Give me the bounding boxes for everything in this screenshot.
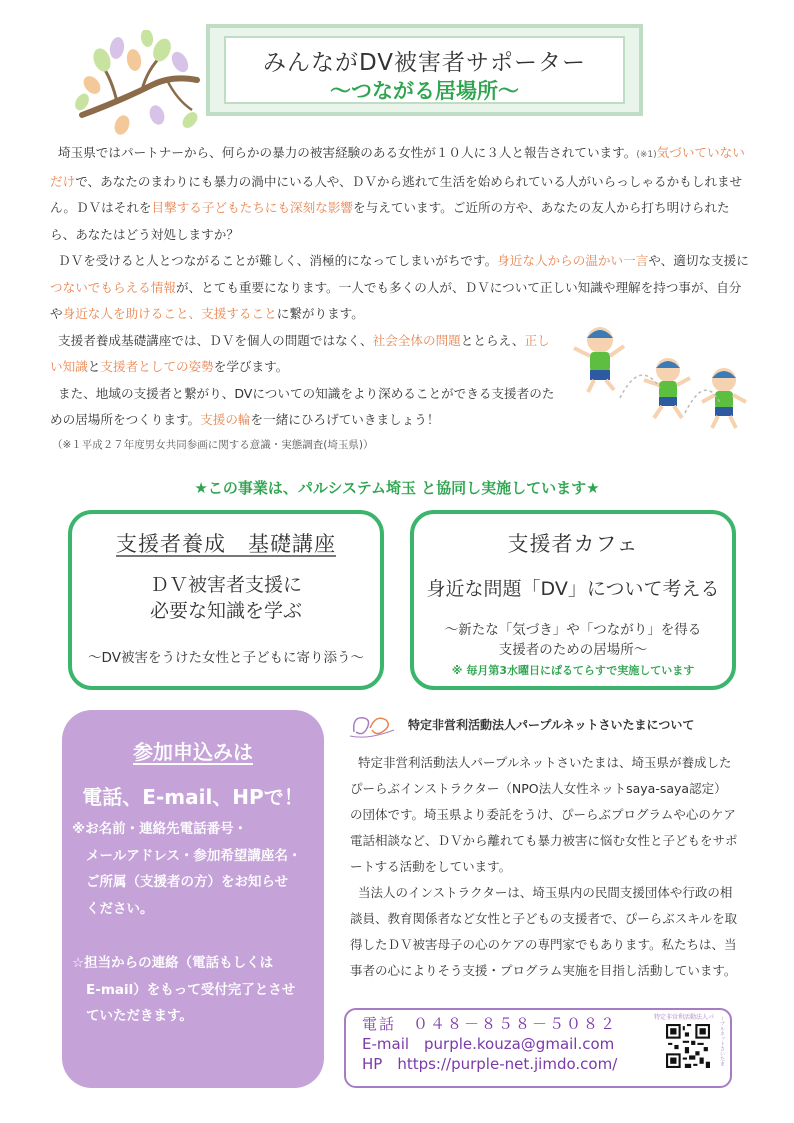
application-line: メールアドレス・参加希望講座名・ bbox=[86, 847, 302, 864]
highlight-text: 身近な人を助けること、支援すること bbox=[62, 306, 277, 321]
intro-paragraph-4 bbox=[50, 381, 555, 434]
tree-illustration bbox=[72, 30, 202, 140]
intro-text: ＤＶを受けると人とつながることが難しく、消極的になってしまいがちです。 bbox=[58, 253, 498, 268]
org-paragraph bbox=[350, 750, 738, 880]
qr-caption: 特定非営利活動法人パ bbox=[653, 1014, 714, 1021]
page-subtitle: ～つながる居場所～ bbox=[330, 79, 519, 103]
application-instructions bbox=[72, 816, 314, 1030]
basic-course-subtitle: ～DV被害をうけた女性と子どもに寄り添う～ bbox=[88, 650, 364, 666]
application-title: 参加申込みは bbox=[133, 740, 253, 764]
intro-text: また、地域の支援者と繋がり、DVについての知識をより深めることができる支援者のための居場所をつくります。 bbox=[50, 385, 555, 427]
supporter-cafe-sub-line: 支援者のための居場所～ bbox=[498, 642, 648, 658]
application-line: ください。 bbox=[86, 900, 154, 917]
supporter-cafe-body: 身近な問題「DV」について考える bbox=[426, 578, 720, 600]
children-illustration bbox=[560, 318, 760, 433]
highlight-text: つないでもらえる情報 bbox=[50, 279, 176, 295]
title-inner bbox=[224, 36, 625, 104]
intro-text: を一緒にひろげていきましょう！ bbox=[250, 412, 440, 427]
basic-course-body-line: 必要な知識を学ぶ bbox=[149, 600, 302, 622]
basic-course-box bbox=[68, 510, 384, 690]
qr-side-caption: ープルネットさいたま bbox=[719, 1016, 725, 1066]
contact-box bbox=[344, 1008, 732, 1088]
intro-text: ととらえ、 bbox=[460, 332, 525, 348]
intro-text: を与えています。ご近所の方や、あなたの友人から打ち明けられたら、あなたはどう対処しますか？ bbox=[50, 200, 730, 242]
qr-code-icon[interactable] bbox=[666, 1024, 710, 1068]
supporter-cafe-box bbox=[410, 510, 736, 690]
org-paragraph bbox=[350, 880, 738, 984]
supporter-cafe-schedule-note: ※ 毎月第3水曜日にぱるてらすで実施しています bbox=[451, 664, 695, 677]
org-description bbox=[350, 750, 738, 984]
intro-text: に繋がります。 bbox=[276, 306, 364, 321]
supporter-cafe-subtitle bbox=[414, 620, 732, 660]
partner-announcement: ★この事業は、パルシステム埼玉 と協同し実施しています★ bbox=[194, 479, 600, 497]
contact-email[interactable]: E-mail purple.kouza@gmail.com bbox=[362, 1035, 615, 1053]
application-line: ていただきます。 bbox=[86, 1008, 193, 1024]
supporter-cafe-sub-line: ～新たな「気づき」や「つながり」を得る bbox=[444, 622, 702, 638]
intro-paragraph-3 bbox=[50, 328, 555, 381]
highlight-text: 社会全体の問題 bbox=[372, 332, 461, 348]
intro-paragraph-2 bbox=[50, 248, 750, 328]
org-text: 当法人のインストラクターは、埼玉県内の民間支援団体や行政の相談員、教育関係者など女性と子どもの支援者で、ぴーらぶスキルを取得したＤＶ被害母子の心のケアの専門家でもあります。私たちは、当事者の心によりそう支援・プログラム実施を目指し活動しています。 bbox=[350, 885, 738, 978]
footnote-marker: (※1) bbox=[636, 150, 657, 160]
intro-text: で、あなたのまわりにも暴力の渦中にいる人や、ＤＶから逃れて生活を始められている人がいらっしゃるかもしれません。ＤＶはそれを bbox=[50, 173, 743, 215]
basic-course-body-line: ＤＶ被害者支援に bbox=[149, 574, 302, 596]
title-frame bbox=[206, 24, 643, 116]
intro-text: 支援者養成基礎講座では、ＤＶを個人の問題ではなく、 bbox=[58, 332, 373, 348]
page-title: みんながDV被害者サポーター bbox=[262, 50, 587, 76]
survey-footnote: （※１平成２７年度男女共同参画に関する意識・実態調査(埼玉県)） bbox=[52, 438, 374, 451]
contact-website[interactable]: HP https://purple-net.jimdo.com/ bbox=[362, 1055, 618, 1073]
application-line: ※お名前・連絡先電話番号・ bbox=[72, 821, 248, 837]
highlight-text: 気づいていないだけ bbox=[50, 145, 745, 189]
intro-text: と bbox=[87, 359, 101, 374]
application-box bbox=[62, 710, 324, 1088]
highlight-text: 目撃する子どもたちにも深刻な影響 bbox=[151, 200, 354, 215]
org-title: 特定非営利活動法人パープルネットさいたまについて bbox=[408, 718, 695, 732]
org-text: 特定非営利活動法人パープルネットさいたまは、埼玉県が養成したぴーらぶインストラクター（NPO法人女性ネットsaya-saya認定）の団体です。埼玉県より委託をうけ、ぴーらぶプログラムや心のケア電話相談など、ＤＶから離れても暴力被害に悩む女性と子どもをサポートする活動をしています。 bbox=[350, 755, 738, 874]
highlight-text: 身近な人からの温かい一言 bbox=[497, 253, 649, 268]
intro-text: 埼玉県ではパートナーから、何らかの暴力の被害経験のある女性が１０人に３人と報告されています。 bbox=[58, 145, 637, 160]
application-line: E-mail）をもって受付完了とさせ bbox=[86, 981, 296, 998]
contact-phone[interactable]: 電話 ０４８－８５８－５０８２ bbox=[362, 1015, 618, 1033]
intro-paragraph-1 bbox=[50, 140, 750, 248]
application-line: ☆担当からの連絡（電話もしくは bbox=[72, 955, 274, 971]
highlight-text: 支援の輪 bbox=[200, 412, 251, 427]
highlight-text: 支援者としての姿勢 bbox=[100, 359, 214, 374]
basic-course-title: 支援者養成 基礎講座 bbox=[116, 532, 336, 556]
basic-course-body bbox=[72, 572, 380, 624]
intro-text: や、適切な支援に bbox=[648, 253, 749, 268]
application-line: ご所属（支援者の方）をお知らせ bbox=[86, 874, 289, 890]
application-channels: 電話、E-mail、HPで！ bbox=[82, 785, 304, 809]
intro-text: が、とても重要になります。一人でも多くの人が、ＤＶについて正しい知識や理解を持つ事が、自分や bbox=[50, 279, 742, 321]
supporter-cafe-title: 支援者カフェ bbox=[507, 532, 639, 556]
org-header bbox=[348, 710, 748, 740]
intro-text: を学びます。 bbox=[213, 359, 289, 374]
purple-net-logo-icon bbox=[348, 710, 404, 740]
highlight-text: 正しい知識 bbox=[50, 332, 550, 374]
